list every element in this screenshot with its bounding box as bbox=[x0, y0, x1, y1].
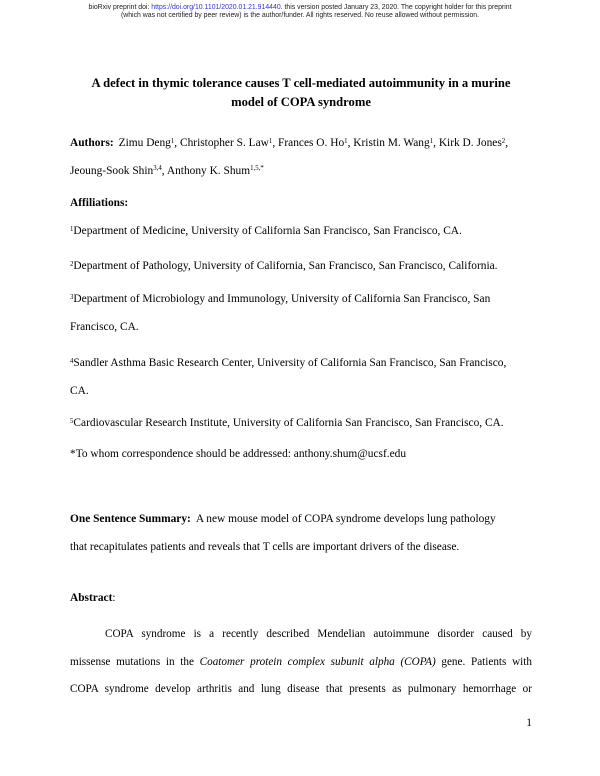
affiliation-superscript: 4 bbox=[70, 357, 74, 365]
affiliation-text: Department of Medicine, University of California San Francisco, San Francisco, CA. bbox=[73, 225, 462, 237]
affiliation-4 bbox=[70, 350, 532, 405]
affiliation-5 bbox=[70, 410, 532, 438]
page-number: 1 bbox=[526, 717, 532, 729]
author: Christopher S. Law$^1$, bbox=[180, 137, 279, 149]
affiliation-superscript: 2 bbox=[70, 260, 74, 268]
author-superscript: 1,5,* bbox=[250, 165, 264, 173]
one-sentence-summary-line2: that recapitulates patients and reveals that T cells are important drivers of the disease. bbox=[70, 540, 460, 553]
paper-title-line1: A defect in thymic tolerance causes T cell-mediated autoimmunity in a murine bbox=[91, 76, 511, 90]
authors-block bbox=[70, 130, 532, 185]
author: Frances O. Ho$^1$, bbox=[278, 137, 354, 149]
paper-title-line2: model of COPA syndrome bbox=[231, 94, 371, 109]
affiliation-text: $^4$Sandler Asthma Basic Research Center, University of California San Francisco, San Francisco, bbox=[70, 357, 507, 369]
paper-title bbox=[70, 74, 532, 111]
doi-prefix: bioRxiv preprint doi: bbox=[88, 4, 152, 11]
correspondence-line: *To whom correspondence should be addressed: anthony.shum@ucsf.edu bbox=[70, 448, 407, 460]
one-sentence-summary-label: One Sentence Summary: bbox=[70, 513, 191, 525]
abstract-line2: missense mutations in the Coatomer protein complex subunit alpha (COPA) gene. Patients with bbox=[70, 655, 532, 668]
author: Kirk D. Jones$^2$, bbox=[438, 137, 509, 149]
affiliation-superscript: 1 bbox=[70, 225, 74, 233]
gene-name-italic: Coatomer protein complex subunit alpha (COPA) bbox=[199, 655, 436, 668]
affiliation-superscript: 5 bbox=[70, 417, 74, 425]
one-sentence-summary bbox=[70, 506, 532, 561]
authors-line2 bbox=[70, 158, 532, 186]
author: Kristin M. Wang$^1$, bbox=[353, 137, 439, 149]
affiliation-text: Francisco, CA. bbox=[70, 320, 139, 333]
affiliation-text: Cardiovascular Research Institute, University of California San Francisco, San Francisco, CA. bbox=[73, 417, 504, 429]
author-superscript: 1 bbox=[268, 137, 273, 145]
affiliation-text: $^3$Department of Microbiology and Immunology, University of California San Francisco, San bbox=[70, 293, 491, 305]
preprint-header-line1 bbox=[0, 4, 600, 12]
one-sentence-summary-line1: One Sentence Summary: A new mouse model of COPA syndrome develops lung pathology bbox=[70, 513, 496, 525]
author: Anthony K. Shum$^{1,5,*}$ bbox=[166, 164, 264, 177]
author-superscript: 3,4 bbox=[153, 165, 162, 173]
abstract-heading: Abstract: bbox=[70, 592, 116, 604]
affiliation-3 bbox=[70, 286, 532, 341]
abstract-line1: COPA syndrome is a recently described Mendelian autoimmune disorder caused by bbox=[105, 628, 532, 640]
authors-label: Authors: bbox=[70, 137, 114, 149]
affiliations-heading: Affiliations: bbox=[70, 197, 129, 209]
affiliation-text: Department of Pathology, University of California, San Francisco, San Francisco, California. bbox=[73, 260, 498, 272]
affiliation-superscript: 3 bbox=[70, 293, 74, 301]
affiliation-text: CA. bbox=[70, 384, 89, 397]
authors-line1 bbox=[70, 130, 532, 158]
affiliation-2 bbox=[70, 253, 532, 281]
author-superscript: 2 bbox=[501, 137, 506, 145]
preprint-header bbox=[0, 4, 600, 21]
author-superscript: 1 bbox=[429, 137, 434, 145]
abstract-line3: COPA syndrome develop arthritis and lung disease that presents as pulmonary hemorrhage or bbox=[70, 683, 532, 695]
author-superscript: 1 bbox=[170, 137, 175, 145]
author: Jeoung-Sook Shin$^{3,4}$, bbox=[70, 164, 167, 177]
affiliation-1 bbox=[70, 218, 532, 246]
header-line1-rest: . this version posted January 23, 2020. The copyright holder for this preprint bbox=[280, 4, 512, 11]
doi-link[interactable]: https://doi.org/10.1101/2020.01.21.914440 bbox=[151, 4, 281, 11]
abstract-paragraph bbox=[70, 621, 532, 704]
author: Zimu Deng$^1$, bbox=[118, 137, 180, 149]
author-superscript: 1 bbox=[344, 137, 348, 145]
preprint-header-line2: (which was not certified by peer review) is the author/funder. All rights reserved. No reuse allowed without permission. bbox=[120, 12, 480, 20]
